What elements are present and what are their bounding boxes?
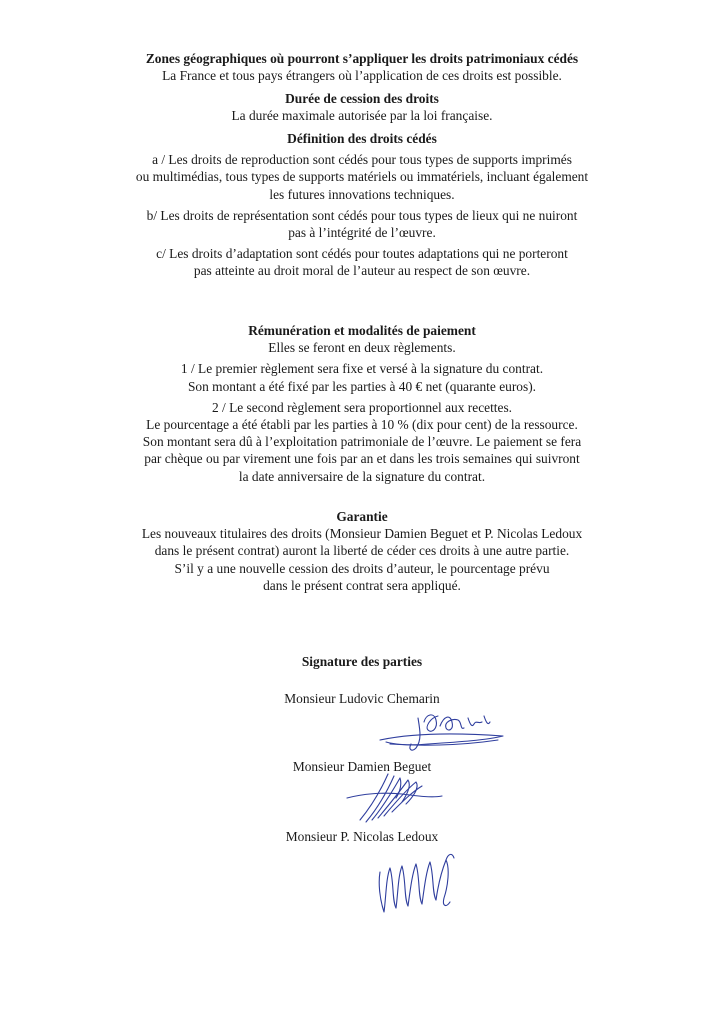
para-2-line: la date anniversaire de la signature du contrat. — [238, 468, 486, 484]
definition-para-b — [70, 207, 654, 241]
duree-line: La durée maximale autorisée par la loi française. — [231, 108, 493, 124]
remuneration-intro: Elles se feront en deux règlements. — [268, 340, 456, 356]
section-garantie — [70, 508, 654, 594]
remuneration-heading: Rémunération et modalités de paiement — [248, 323, 476, 338]
signature-beguet-strokes — [347, 774, 442, 822]
remuneration-para-2 — [70, 399, 654, 485]
signature-chemarin-strokes — [380, 715, 503, 750]
section-remuneration — [70, 322, 654, 485]
para-a-line: les futures innovations techniques. — [269, 186, 455, 202]
signatory-name-chemarin: Monsieur Ludovic Chemarin — [284, 691, 440, 706]
signature-ledoux-strokes — [379, 854, 454, 912]
para-c-line: pas atteinte au droit moral de l’auteur au respect de son œuvre. — [193, 263, 531, 279]
duree-heading: Durée de cession des droits — [285, 91, 439, 106]
signature-beguet — [342, 768, 452, 826]
definition-para-a — [70, 151, 654, 203]
signatory-name-ledoux: Monsieur P. Nicolas Ledoux — [285, 829, 439, 844]
para-2-line: Le pourcentage a été établi par les parties à 10 % (dix pour cent) de la ressource. — [146, 417, 578, 433]
garantie-line: Les nouveaux titulaires des droits (Monsieur Damien Beguet et P. Nicolas Ledoux — [141, 526, 583, 542]
section-duree — [70, 90, 654, 124]
para-b-line: b/ Les droits de représentation sont cédés pour tous types de lieux qui ne nuiront — [146, 207, 578, 223]
zones-heading: Zones géographiques où pourront s’appliquer les droits patrimoniaux cédés — [145, 51, 579, 66]
definition-para-c — [70, 245, 654, 279]
garantie-heading: Garantie — [336, 509, 388, 524]
para-2-line: par chèque ou par virement une fois par an et dans les trois semaines qui suivront — [144, 451, 580, 467]
signatures-heading: Signature des parties — [301, 654, 423, 669]
para-2-line: 2 / Le second règlement sera proportionnel aux recettes. — [211, 399, 513, 415]
para-a-line: ou multimédias, tous types de supports matériels ou immatériels, incluant également — [135, 169, 589, 185]
signature-ledoux — [372, 842, 462, 920]
para-a-line: a / Les droits de reproduction sont cédés pour tous types de supports imprimés — [152, 152, 572, 168]
para-2-line: Son montant sera dû à l’exploitation patrimoniale de l’œuvre. Le paiement se fera — [142, 434, 582, 450]
para-1-line: 1 / Le premier règlement sera fixe et versé à la signature du contrat. — [180, 361, 544, 377]
signatory-name-beguet: Monsieur Damien Beguet — [292, 759, 432, 774]
para-c-line: c/ Les droits d’adaptation sont cédés pour toutes adaptations qui ne porteront — [156, 246, 568, 262]
signature-chemarin — [378, 700, 508, 760]
definition-heading: Définition des droits cédés — [287, 131, 437, 146]
garantie-line: dans le présent contrat) auront la liberté de céder ces droits à une autre partie. — [154, 543, 570, 559]
garantie-line: S’il y a une nouvelle cession des droits d’auteur, le pourcentage prévu — [174, 560, 550, 576]
para-b-line: pas à l’intégrité de l’œuvre. — [288, 225, 436, 241]
garantie-line: dans le présent contrat sera appliqué. — [263, 577, 461, 593]
section-zones — [70, 50, 654, 84]
zones-line: La France et tous pays étrangers où l’application de ces droits est possible. — [162, 68, 562, 84]
para-1-line: Son montant a été fixé par les parties à 40 € net (quarante euros). — [187, 378, 537, 394]
remuneration-para-1 — [70, 360, 654, 394]
section-definition — [70, 130, 654, 280]
